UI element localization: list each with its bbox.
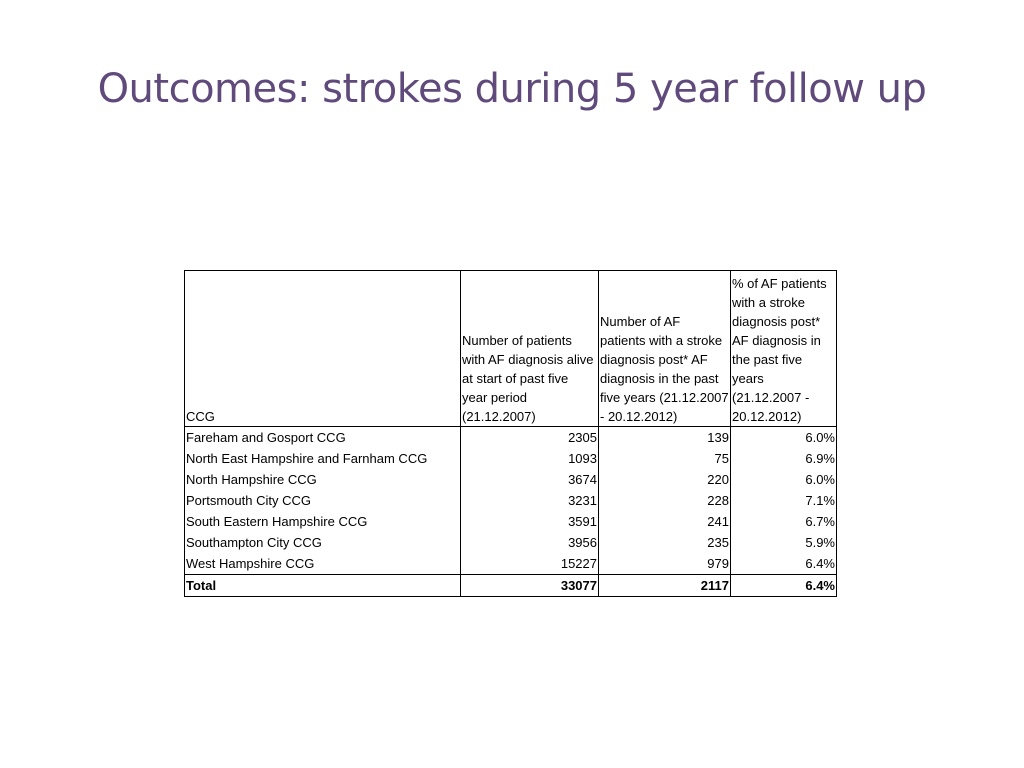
table-row <box>185 532 837 553</box>
stroke-count: 139 <box>599 427 731 449</box>
ccg-name: North East Hampshire and Farnham CCG <box>185 448 461 469</box>
stroke-percent: 6.9% <box>731 448 837 469</box>
header-stroke-count: Number of AF patients with a stroke diagnosis post* AF diagnosis in the past five years (21.12.2007 - 20.12.2012) <box>599 271 731 427</box>
stroke-percent: 6.0% <box>731 427 837 449</box>
table-row <box>185 448 837 469</box>
ccg-name: North Hampshire CCG <box>185 469 461 490</box>
ccg-name: Portsmouth City CCG <box>185 490 461 511</box>
stroke-percent: 6.4% <box>731 553 837 575</box>
total-stroke-count: 2117 <box>599 575 731 597</box>
stroke-outcomes-table <box>184 270 837 597</box>
patients-alive: 3231 <box>461 490 599 511</box>
stroke-percent: 6.0% <box>731 469 837 490</box>
stroke-count: 235 <box>599 532 731 553</box>
stroke-count: 241 <box>599 511 731 532</box>
table-header-row <box>185 271 837 427</box>
header-patients-alive: Number of patients with AF diagnosis alive at start of past five year period (21.12.2007) <box>461 271 599 427</box>
ccg-name: Fareham and Gosport CCG <box>185 427 461 449</box>
stroke-percent: 7.1% <box>731 490 837 511</box>
stroke-count: 220 <box>599 469 731 490</box>
stroke-count: 75 <box>599 448 731 469</box>
ccg-name: South Eastern Hampshire CCG <box>185 511 461 532</box>
total-row <box>185 575 837 597</box>
ccg-name: Southampton City CCG <box>185 532 461 553</box>
patients-alive: 1093 <box>461 448 599 469</box>
table-row <box>185 490 837 511</box>
patients-alive: 3956 <box>461 532 599 553</box>
total-patients-alive: 33077 <box>461 575 599 597</box>
table-row <box>185 553 837 575</box>
total-label: Total <box>185 575 461 597</box>
patients-alive: 15227 <box>461 553 599 575</box>
header-ccg: CCG <box>185 271 461 427</box>
total-stroke-percent: 6.4% <box>731 575 837 597</box>
ccg-name: West Hampshire CCG <box>185 553 461 575</box>
stroke-count: 228 <box>599 490 731 511</box>
patients-alive: 3674 <box>461 469 599 490</box>
stroke-count: 979 <box>599 553 731 575</box>
stroke-percent: 5.9% <box>731 532 837 553</box>
table-row <box>185 469 837 490</box>
patients-alive: 2305 <box>461 427 599 449</box>
table-row <box>185 427 837 449</box>
patients-alive: 3591 <box>461 511 599 532</box>
table-row <box>185 511 837 532</box>
header-stroke-percent: % of AF patients with a stroke diagnosis post* AF diagnosis in the past five years (21.12.2007 - 20.12.2012) <box>731 271 837 427</box>
stroke-percent: 6.7% <box>731 511 837 532</box>
slide-title: Outcomes: strokes during 5 year follow up <box>97 66 927 112</box>
